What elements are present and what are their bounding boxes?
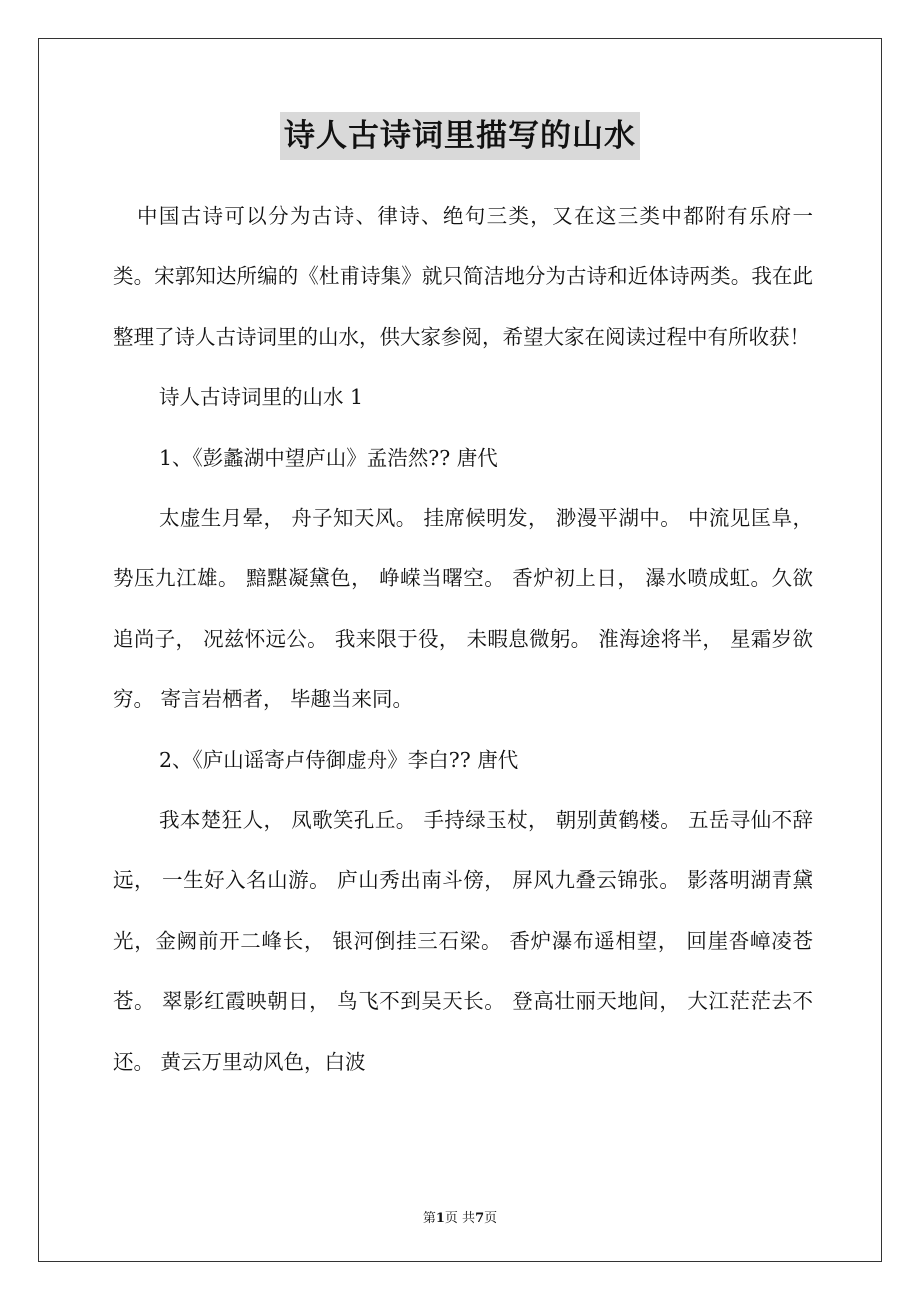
poem-body-2: 我本楚狂人， 凤歌笑孔丘。 手持绿玉杖， 朝别黄鹤楼。 五岳寻仙不辞远， 一生好入名山游。 庐山秀出南斗傍， 屏风九叠云锦张。 影落明湖青黛光，金阙前开二峰长， 银河倒挂三石梁。 香炉瀑布遥相望， 回崖沓嶂凌苍苍。 翠影红霞映朝日， 鸟飞不到吴天长。 登高壮丽天地间， 大江茫茫去不还。 黄云万里动风色，白波 bbox=[113, 808, 813, 1074]
page-footer bbox=[0, 1207, 920, 1226]
document-body bbox=[113, 186, 813, 1092]
title-container bbox=[0, 112, 920, 160]
footer-page-suffix: 页 bbox=[484, 1211, 498, 1226]
section-heading: 诗人古诗词里的山水 1 bbox=[159, 385, 364, 410]
footer-page-prefix: 第 bbox=[422, 1211, 436, 1226]
poem-body-1: 太虚生月晕， 舟子知天风。 挂席候明发， 渺漫平湖中。 中流见匡阜， 势压九江雄。 黯黮凝黛色， 峥嵘当曙空。 香炉初上日， 瀑水喷成虹。久欲追尚子， 况兹怀远公。 我来限于役， 未暇息微躬。 淮海途将半， 星霜岁欲穷。 寄言岩栖者， 毕趣当来同。 bbox=[113, 506, 813, 712]
footer-page-current: 1 bbox=[435, 1211, 445, 1226]
footer-page-total: 7 bbox=[475, 1211, 485, 1226]
poem-title-2: 2、《庐山谣寄卢侍御虚舟》李白?? 唐代 bbox=[159, 747, 519, 772]
poem-title-1: 1、《彭蠡湖中望庐山》孟浩然?? 唐代 bbox=[159, 445, 498, 470]
intro-paragraph: 中国古诗可以分为古诗、律诗、绝句三类，又在这三类中都附有乐府一类。宋郭知达所编的《杜甫诗集》就只简洁地分为古诗和近体诗两类。我在此整理了诗人古诗词里的山水，供大家参阅，希望大家在阅读过程中有所收获！ bbox=[113, 204, 813, 349]
footer-page-mid: 页 共 bbox=[444, 1211, 476, 1226]
document-title: 诗人古诗词里描写的山水 bbox=[280, 112, 640, 160]
